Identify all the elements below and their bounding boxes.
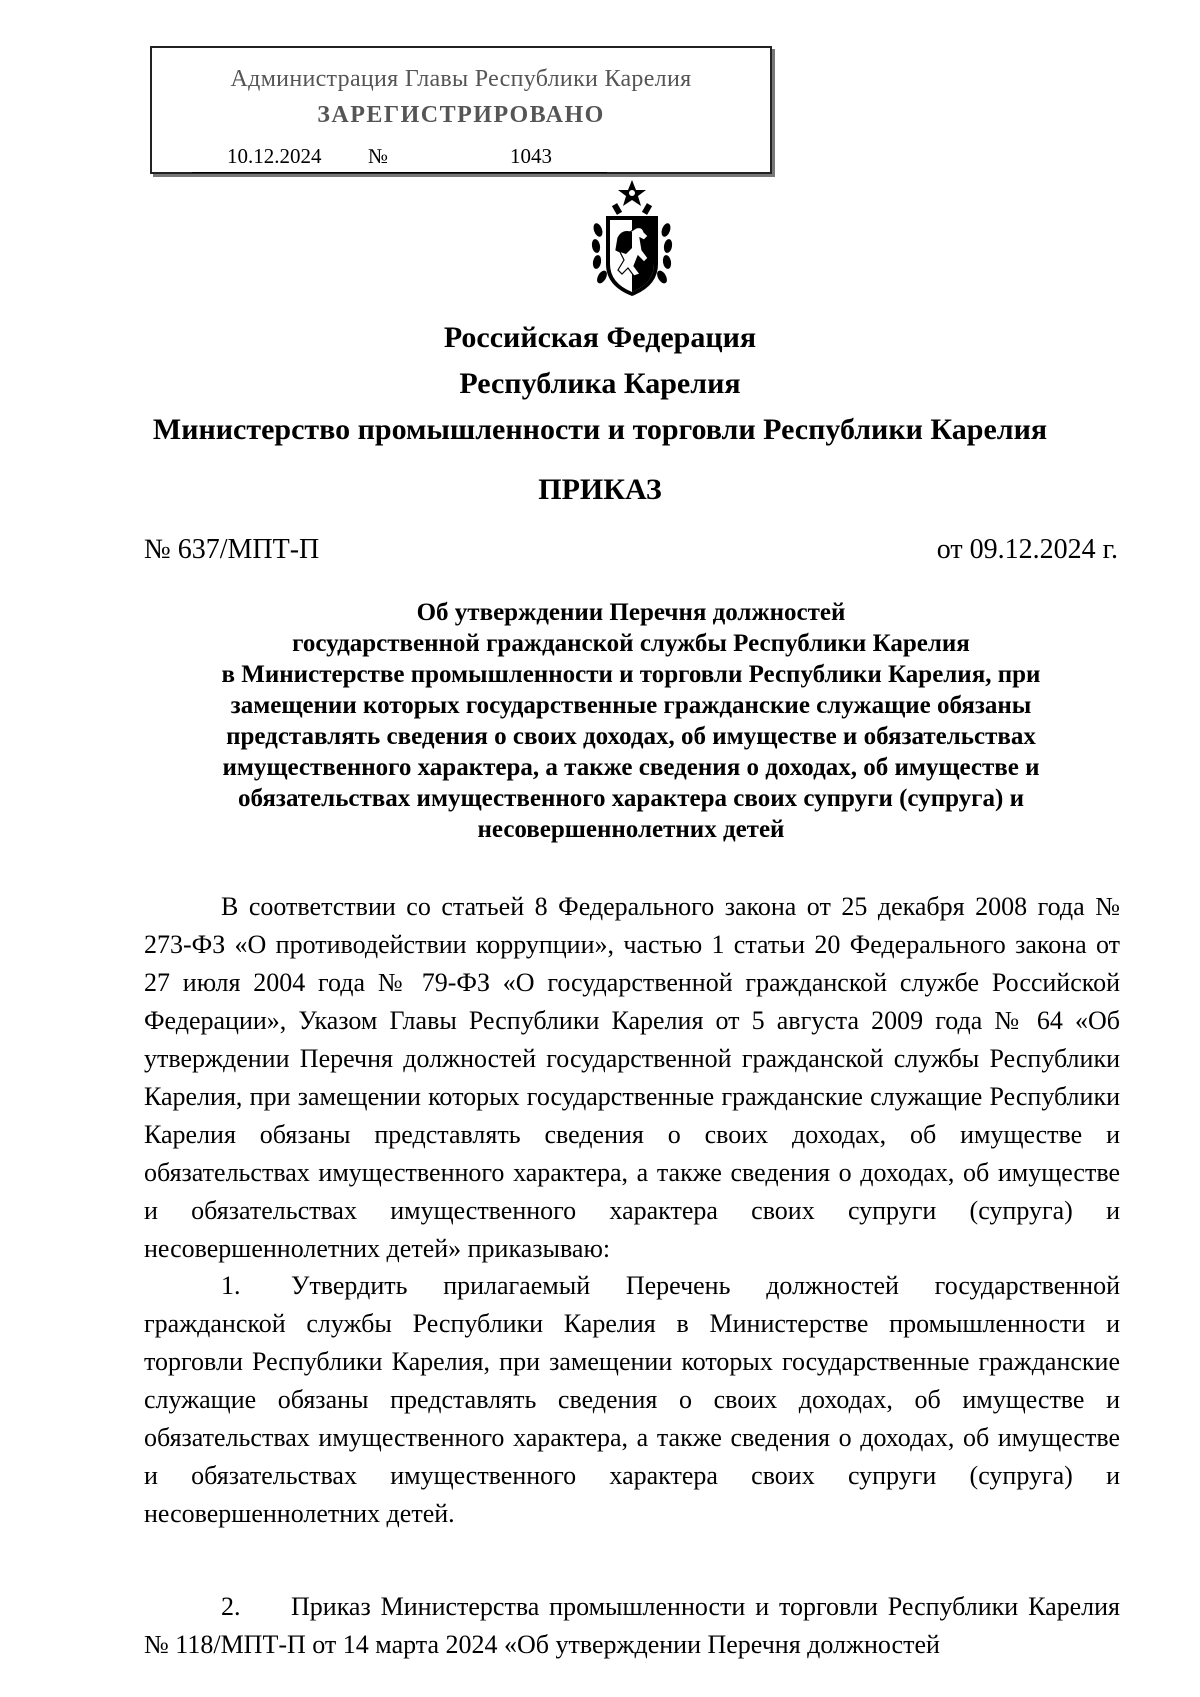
header-country: Российская Федерация — [443, 321, 757, 354]
numbered-item — [144, 1267, 1120, 1533]
stamp-registration-line — [192, 142, 607, 173]
order-date: от 09.12.2024 г. — [936, 534, 1118, 565]
subject-line: несовершеннолетних детей — [477, 816, 785, 843]
item-text: Утвердить прилагаемый Перечень должностей государственной гражданской службы Республики Карелия в Министерстве промышленности и торговли Республики Карелия, при замещении которых государственные гражданские служащие обязаны представлять сведения о своих доходах, об имуществе и обязательствах имущественного характера, а также сведения о доходах, об имуществе и обязательствах имущественного характера своих супруги (супруга) и несовершеннолетних детей. — [144, 1271, 1120, 1528]
registration-stamp — [150, 46, 772, 174]
subject-line: представлять сведения о своих доходах, об имуществе и обязательствах — [226, 723, 1036, 750]
preamble-block — [144, 888, 1120, 1268]
subject-line: замещении которых государственные гражданские служащие обязаны — [230, 692, 1032, 719]
preamble-paragraph: В соответствии со статьей 8 Федерального закона от 25 декабря 2008 года № 273-ФЗ «О противодействии коррупции», частью 1 статьи 20 Федерального закона от 27 июля 2004 года № 79-ФЗ «О государственной гражданской службе Российской Федерации», Указом Главы Республики Карелия от 5 августа 2009 года № 64 «Об утверждении Перечня должностей государственной гражданской службы Республики Карелия, при замещении которых государственные гражданские служащие Республики Карелия обязаны представлять сведения о своих доходах, об имуществе и обязательствах имущественного характера, а также сведения о доходах, об имуществе и обязательствах имущественного характера своих супруги (супруга) и несовершеннолетних детей» приказываю: — [144, 892, 1120, 1263]
order-subject — [144, 597, 1118, 845]
stamp-status: ЗАРЕГИСТРИРОВАНО — [317, 102, 605, 128]
coat-of-arms-icon — [590, 178, 674, 302]
item-2-block — [144, 1588, 1120, 1664]
subject-line: Об утверждении Перечня должностей — [416, 599, 846, 626]
stamp-number-sign: № — [368, 144, 389, 168]
item-text: Приказ Министерства промышленности и торговли Республики Карелия № 118/МПТ-П от 14 марта 2024 «Об утверждении Перечня должностей — [144, 1592, 1120, 1659]
stamp-date: 10.12.2024 — [227, 144, 322, 168]
stamp-number: 1043 — [510, 144, 552, 168]
stamp-organization: Администрация Главы Республики Карелия — [230, 66, 692, 92]
order-number: № 637/МПТ-П — [144, 534, 320, 565]
subject-line: государственной гражданской службы Республики Карелия — [292, 630, 970, 657]
subject-line: имущественного характера, а также сведения о доходах, об имуществе и — [222, 754, 1040, 781]
subject-line: обязательствах имущественного характера своих супруги (супруга) и — [238, 785, 1024, 812]
header-ministry: Министерство промышленности и торговли Республики Карелия — [152, 413, 1048, 446]
item-1-block — [144, 1267, 1120, 1533]
header-republic: Республика Карелия — [459, 367, 741, 400]
subject-line: в Министерстве промышленности и торговли Республики Карелия, при — [221, 661, 1041, 688]
item-number: 2. — [221, 1592, 241, 1621]
order-title: ПРИКАЗ — [538, 473, 662, 506]
item-number: 1. — [221, 1271, 241, 1300]
numbered-item — [144, 1588, 1120, 1664]
